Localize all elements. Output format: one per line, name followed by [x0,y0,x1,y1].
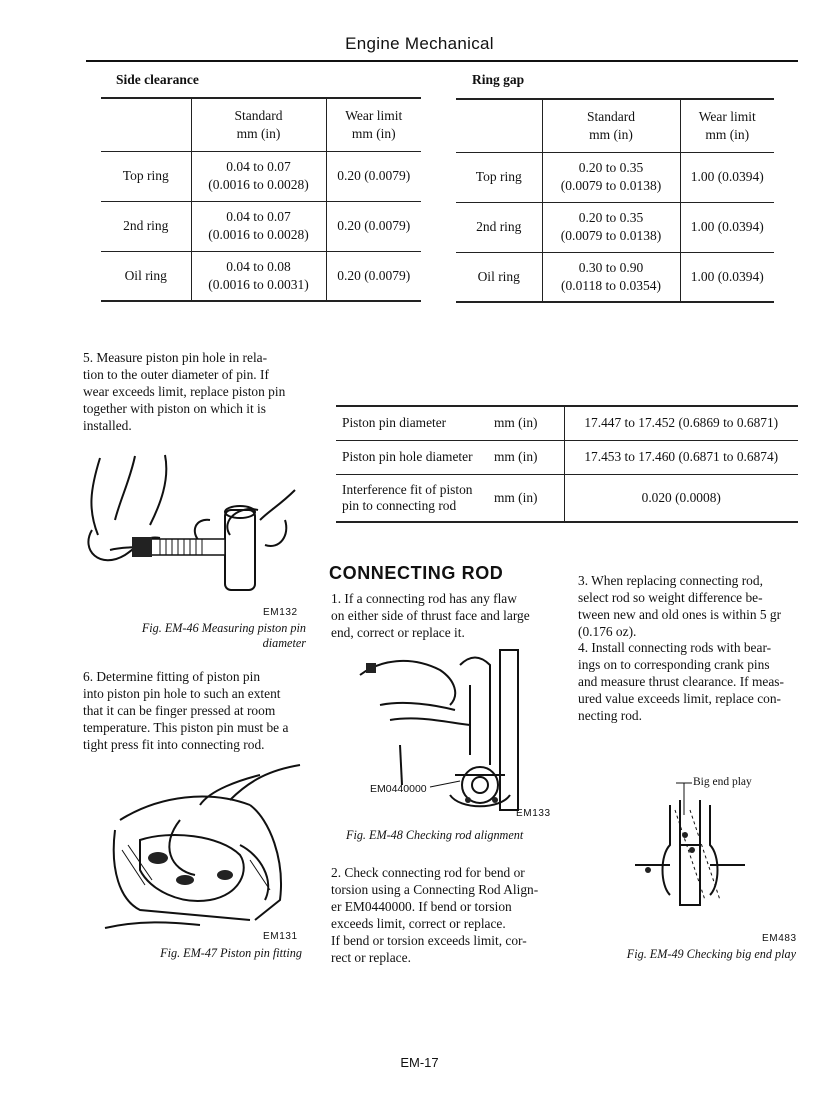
table-row [456,152,774,202]
table-row [456,202,774,252]
standard-cell: 0.04 to 0.07 (0.0016 to 0.0028) [191,151,326,201]
table-row [336,474,798,522]
table-row [101,201,421,251]
fig47-caption: Fig. EM-47 Piston pin fitting [160,946,302,960]
ring-gap-title: Ring gap [472,72,525,87]
wear-limit-cell: 1.00 (0.0394) [680,252,774,302]
connecting-rod-heading: CONNECTING ROD [329,563,504,583]
table-row [101,151,421,201]
table-row [456,252,774,302]
header-rule [86,60,798,62]
column-header-wear-limit: Wear limit mm (in) [680,99,774,152]
row-unit: mm (in) [488,474,564,522]
fig46-caption: Fig. EM-46 Measuring piston pin diameter [141,621,306,650]
wear-limit-cell: 1.00 (0.0394) [680,152,774,202]
side-clearance-table [101,97,421,302]
standard-cell: 0.30 to 0.90 (0.0118 to 0.0354) [542,252,680,302]
connecting-rod-step-2-text: 2. Check connecting rod for bend or torsion using a Connecting Rod Align- er EM0440000. If bend or torsion exceeds limit, correct or replace. If bend or torsion exceeds limit, cor- rect or replace. [331,865,539,965]
fig49-code: EM483 [762,933,797,944]
table-header-row [456,99,774,152]
step-6-text: 6. Determine fitting of piston pin into piston pin hole to such an extent that it can be finger pressed at room temperature. This piston pin must be a tight press fit into connecting rod. [83,669,289,752]
fig48-code: EM133 [516,808,551,819]
row-unit: mm (in) [488,406,564,440]
wear-limit-cell: 0.20 (0.0079) [326,201,421,251]
standard-cell: 0.04 to 0.07 (0.0016 to 0.0028) [191,201,326,251]
row-label: Top ring [456,152,542,202]
fig48-caption: Fig. EM-48 Checking rod alignment [346,828,524,842]
column-header-standard: Standard mm (in) [191,98,326,151]
wear-limit-cell: 1.00 (0.0394) [680,202,774,252]
big-end-play-illustration [630,775,750,920]
row-label: 2nd ring [456,202,542,252]
wear-limit-cell: 0.20 (0.0079) [326,151,421,201]
table-row [336,440,798,474]
row-label: Top ring [101,151,191,201]
column-header-standard: Standard mm (in) [542,99,680,152]
side-clearance-title: Side clearance [116,72,199,87]
connecting-rod-step-4-text: 4. Install connecting rods with bear- ings on to corresponding crank pins and measure thrust clearance. If meas- ured value exceeds limit, replace con- necting rod. [578,640,784,723]
row-label: Piston pin diameter [336,406,488,440]
fig48-tool-label: EM0440000 [370,783,427,795]
fig49-label: Big end play [693,776,752,788]
fig46-code: EM132 [263,607,298,618]
row-value: 0.020 (0.0008) [564,474,798,522]
standard-cell: 0.20 to 0.35 (0.0079 to 0.0138) [542,152,680,202]
row-value: 17.453 to 17.460 (0.6871 to 0.6874) [564,440,798,474]
page-number: EM-17 [400,1055,439,1070]
ring-gap-table [456,98,774,303]
row-label: Oil ring [456,252,542,302]
piston-pin-table [336,405,798,523]
row-label: Oil ring [101,251,191,301]
table-row [336,406,798,440]
row-label: Piston pin hole diameter [336,440,488,474]
standard-cell: 0.20 to 0.35 (0.0079 to 0.0138) [542,202,680,252]
standard-cell: 0.04 to 0.08 (0.0016 to 0.0031) [191,251,326,301]
table-header-row [101,98,421,151]
table-row [101,251,421,301]
row-label: Interference fit of piston pin to connecting rod [336,474,488,522]
fig47-code: EM131 [263,931,298,942]
step-5-text: 5. Measure piston pin hole in rela- tion to the outer diameter of pin. If wear exceeds limit, replace piston pin together with piston on which it is installed. [83,350,286,433]
row-unit: mm (in) [488,440,564,474]
wear-limit-cell: 0.20 (0.0079) [326,251,421,301]
row-value: 17.447 to 17.452 (0.6869 to 0.6871) [564,406,798,440]
fig49-caption: Fig. EM-49 Checking big end play [626,947,796,961]
piston-pin-fitting-illustration [100,760,305,930]
connecting-rod-step-3-text: 3. When replacing connecting rod, select rod so weight difference be- tween new and old ones is within 5 gr (0.176 oz). [578,573,782,639]
connecting-rod-step-1-text: 1. If a connecting rod has any flaw on either side of thrust face and large end, correct or replace it. [331,591,530,640]
column-header-wear-limit: Wear limit mm (in) [326,98,421,151]
page-header-title: Engine Mechanical [345,34,494,53]
table-corner-cell [101,98,191,151]
table-corner-cell [456,99,542,152]
row-label: 2nd ring [101,201,191,251]
micrometer-illustration [80,450,310,600]
